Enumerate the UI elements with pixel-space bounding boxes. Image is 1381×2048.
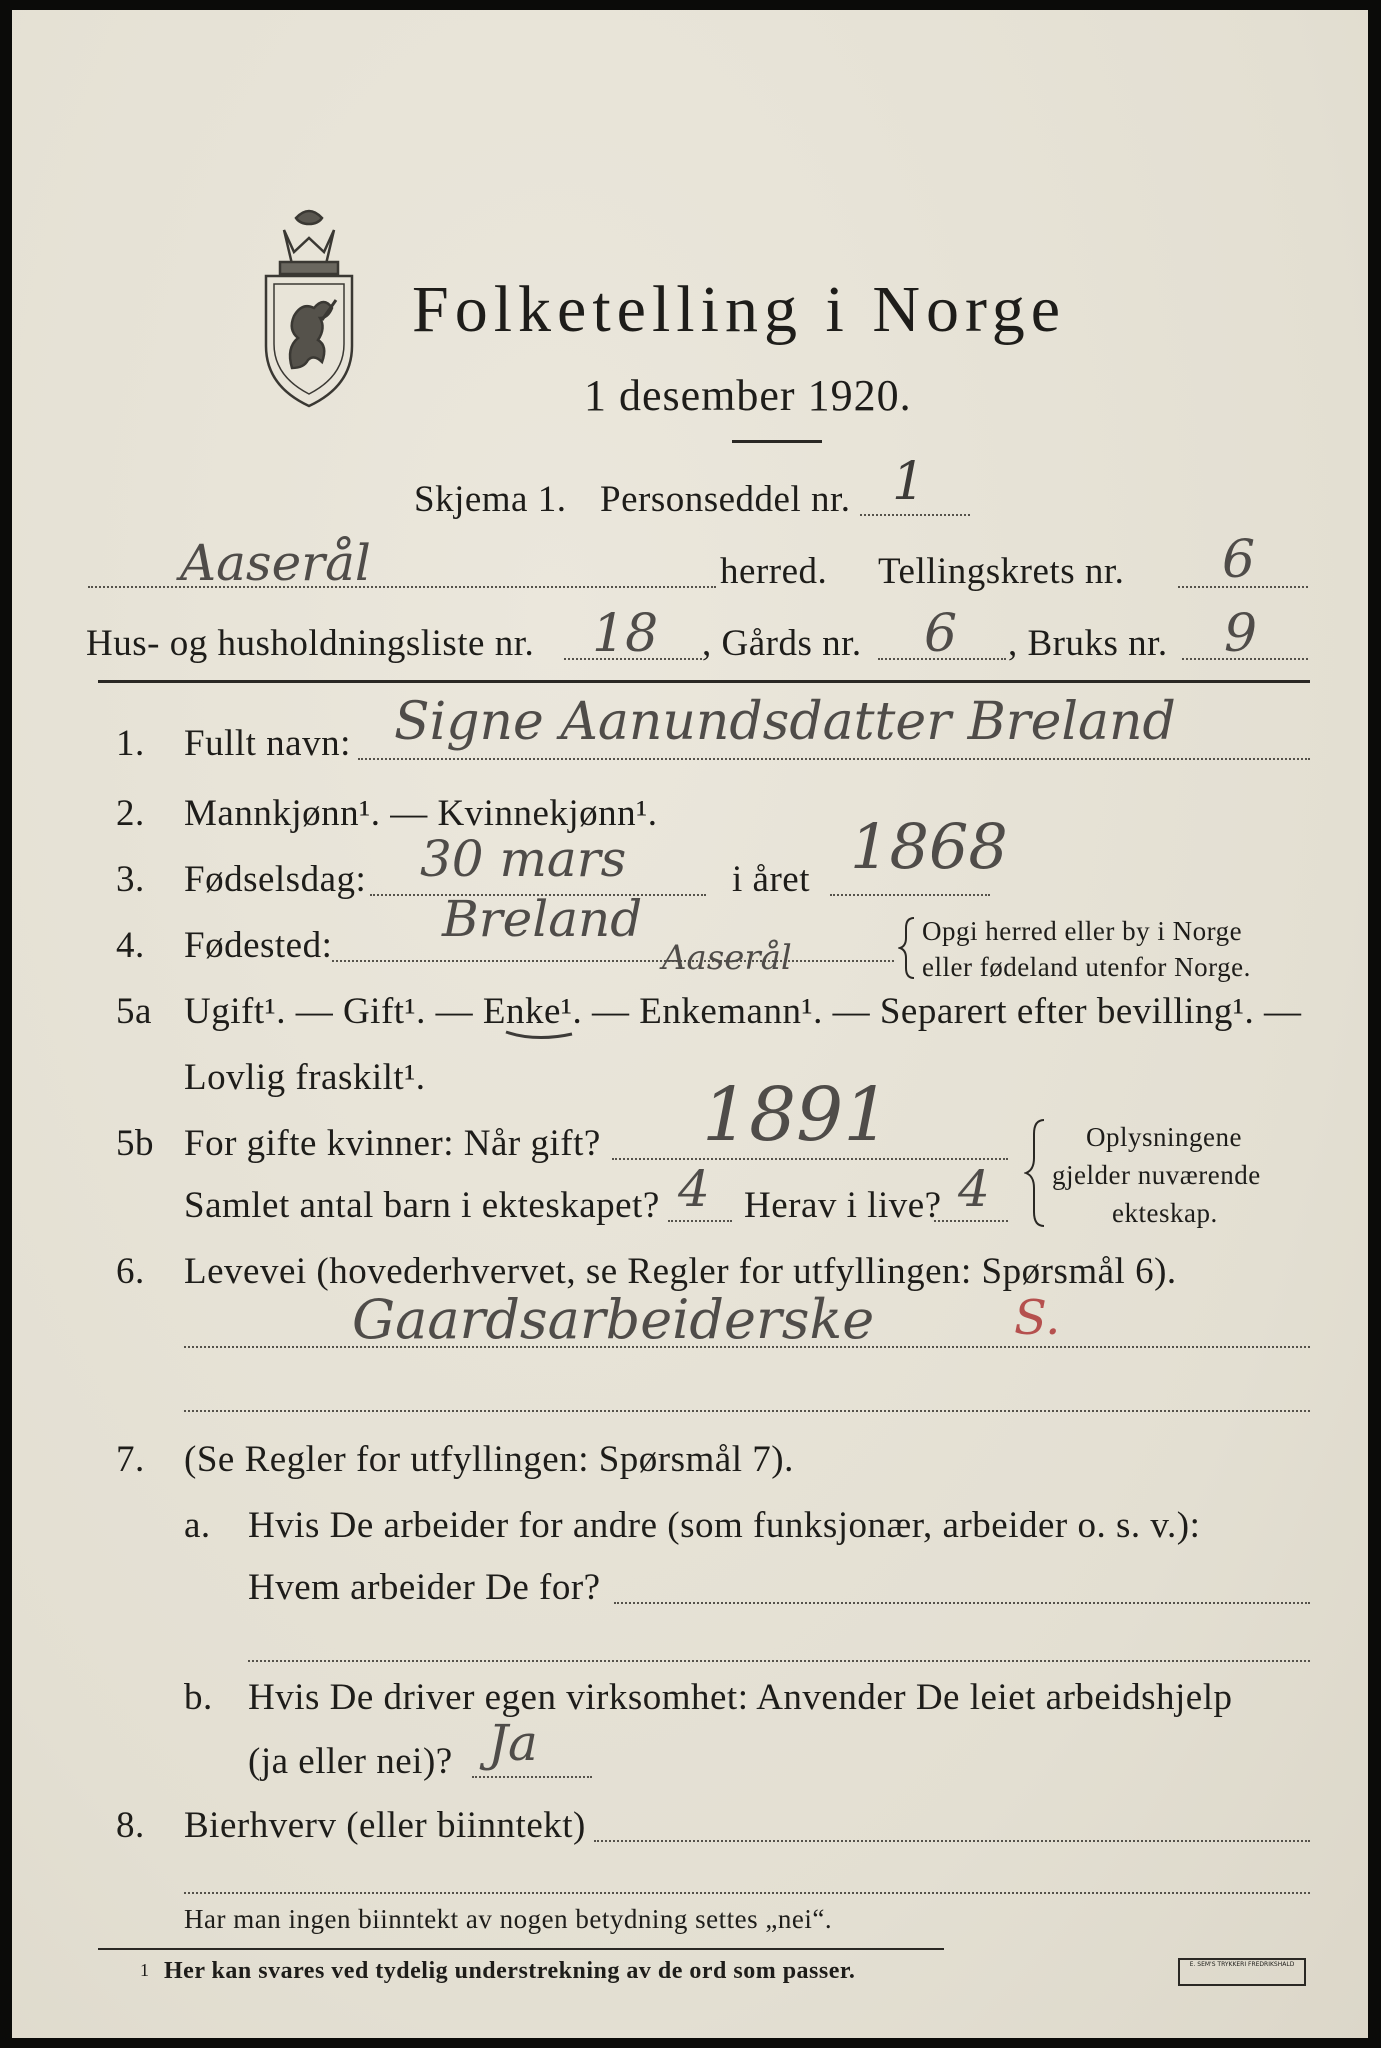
- page-title: Folketelling i Norge: [412, 273, 1067, 346]
- q7-number: 7.: [116, 1439, 145, 1480]
- personseddel-value: 1: [892, 452, 926, 512]
- hus-value: 18: [592, 604, 659, 664]
- title-divider: [732, 440, 822, 443]
- q3-year-label: i året: [732, 859, 810, 900]
- q6-number: 6.: [116, 1251, 145, 1292]
- q4-brace-icon: [898, 916, 916, 980]
- q5b-married-label: For gifte kvinner: Når gift?: [184, 1123, 601, 1164]
- census-date: 1 desember 1920.: [584, 371, 912, 420]
- q7-label: (Se Regler for utfyllingen: Spørsmål 7).: [184, 1439, 794, 1480]
- q7a-question-2: Hvem arbeider De for?: [248, 1567, 601, 1608]
- q6-occupation-mark: S.: [1014, 1290, 1061, 1346]
- q7b-question-2: (ja eller nei)?: [248, 1741, 453, 1782]
- q3-label: Fødselsdag:: [184, 859, 367, 900]
- q7a-field-line-2: [248, 1660, 1310, 1662]
- q2-gender-options: Mannkjønn¹. — Kvinnekjønn¹.: [184, 793, 658, 834]
- tellingskrets-value: 6: [1222, 530, 1256, 590]
- q5b-brace-icon: [1024, 1118, 1046, 1228]
- tellingskrets-label: Tellingskrets nr.: [878, 551, 1125, 592]
- q5a-marital-options: Ugift¹. — Gift¹. — Enke¹. — Enkemann¹. — Separert efter bevilling¹. —: [184, 991, 1302, 1032]
- q5b-children-field-line: [668, 1220, 732, 1222]
- bruks-value: 9: [1224, 604, 1258, 664]
- header-rule: [98, 680, 1310, 683]
- herred-value: Aaserål: [180, 534, 371, 592]
- q7a-question: Hvis De arbeider for andre (som funksjonær, arbeider o. s. v.):: [248, 1505, 1201, 1546]
- q3-year-field-line: [830, 894, 990, 896]
- q2-number: 2.: [116, 793, 145, 834]
- q5a-number: 5a: [116, 991, 152, 1032]
- coat-of-arms-icon: [244, 200, 374, 410]
- q4-number: 4.: [116, 925, 145, 966]
- q6-occupation-value: Gaardsarbeiderske: [352, 1288, 875, 1351]
- q6-label: Levevei (hovederhvervet, se Regler for utfyllingen: Spørsmål 6).: [184, 1251, 1177, 1292]
- bruks-label: , Bruks nr.: [1008, 623, 1168, 664]
- q5b-number: 5b: [116, 1123, 154, 1164]
- q5b-married-year-value: 1891: [702, 1072, 891, 1158]
- skjema-label: Skjema 1.: [414, 479, 567, 520]
- q5b-children-value: 4: [678, 1160, 710, 1218]
- q5a-enke-underline-icon: [504, 1028, 574, 1042]
- personseddel-field-line: [860, 514, 970, 516]
- q5b-alive-value: 4: [958, 1160, 990, 1218]
- q1-field-line: [358, 758, 1310, 760]
- footer-note: Har man ingen biinntekt av nogen betydning settes „nei“.: [184, 1904, 833, 1934]
- q4-birthplace-value-2: Aaserål: [662, 938, 792, 978]
- q4-note-line1: Opgi herred eller by i Norge: [922, 916, 1243, 946]
- q4-note-line2: eller fødeland utenfor Norge.: [922, 952, 1251, 982]
- q3-birthday-value: 30 mars: [420, 830, 627, 888]
- herred-label: herred.: [720, 551, 828, 592]
- q8-field-line-2: [184, 1892, 1310, 1894]
- q5b-alive-field-line: [934, 1220, 1008, 1222]
- q1-full-name-value: Signe Aanundsdatter Breland: [394, 692, 1176, 752]
- footnote-rule: [98, 1948, 944, 1950]
- q7b-letter: b.: [184, 1677, 213, 1718]
- q4-field-line: [332, 960, 894, 962]
- q7b-question: Hvis De driver egen virksomhet: Anvender De leiet arbeidshjelp: [248, 1677, 1233, 1718]
- gards-value: 6: [924, 604, 958, 664]
- q8-number: 8.: [116, 1805, 145, 1846]
- q1-label: Fullt navn:: [184, 723, 351, 764]
- census-form-sheet: [12, 10, 1368, 2038]
- q6-field-line-2: [184, 1410, 1310, 1412]
- q5b-note-line2: gjelder nuværende: [1052, 1160, 1261, 1190]
- q5b-note-line3: ekteskap.: [1112, 1198, 1218, 1228]
- q4-label: Fødested:: [184, 925, 333, 966]
- gards-label: , Gårds nr.: [702, 623, 862, 664]
- q8-label: Bierhverv (eller biinntekt): [184, 1805, 586, 1846]
- q1-number: 1.: [116, 723, 145, 764]
- q5b-note-line1: Oplysningene: [1086, 1122, 1242, 1152]
- q7b-hired-help-value: Ja: [488, 1714, 538, 1772]
- q7b-field-line: [472, 1776, 592, 1778]
- printer-stamp: E. SEM'S TRYKKERI FREDRIKSHALD: [1178, 1958, 1306, 1986]
- q7a-field-line: [614, 1602, 1310, 1604]
- q3-number: 3.: [116, 859, 145, 900]
- q5a-marital-options-2: Lovlig fraskilt¹.: [184, 1057, 426, 1098]
- q8-field-line: [594, 1840, 1310, 1842]
- q5b-children-label: Samlet antal barn i ekteskapet?: [184, 1185, 660, 1226]
- q5b-married-field-line: [612, 1158, 1008, 1160]
- footnote-text: Her kan svares ved tydelig understrekning av de ord som passer.: [164, 1958, 856, 1984]
- personseddel-label: Personseddel nr.: [600, 479, 851, 520]
- q7a-letter: a.: [184, 1505, 211, 1546]
- q3-year-value: 1868: [850, 810, 1008, 883]
- q5b-alive-label: Herav i live?: [744, 1185, 942, 1226]
- hus-label: Hus- og husholdningsliste nr.: [86, 623, 535, 664]
- q4-birthplace-value: Breland: [442, 890, 643, 948]
- footnote-number: 1: [140, 1960, 150, 1980]
